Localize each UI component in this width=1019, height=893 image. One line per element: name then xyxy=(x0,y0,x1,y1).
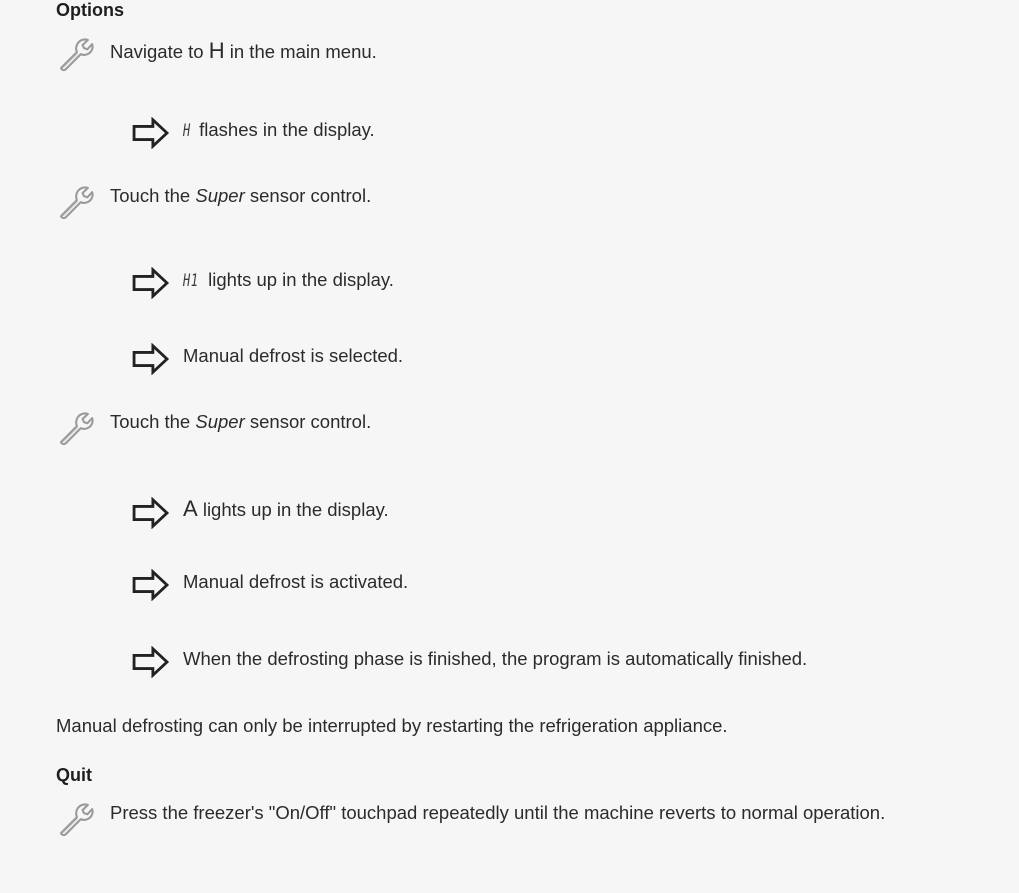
result-defrost-activated: Manual defrost is activated. xyxy=(183,571,409,592)
wrench-icon xyxy=(56,801,94,839)
arrow-right-outline-icon xyxy=(132,646,170,678)
result-program-finished: When the defrosting phase is finished, the program is automatically finished. xyxy=(183,648,808,669)
step-press-onoff: Press the freezer's "On/Off" touchpad repeatedly until the machine reverts to normal operation. xyxy=(110,802,886,823)
result-text-part: flashes in the display. xyxy=(194,119,375,140)
result-text-part: lights up in the display. xyxy=(197,499,389,520)
step-text-part: sensor control. xyxy=(244,411,372,432)
step-navigate xyxy=(110,40,377,63)
defrost-interrupt-note: Manual defrosting can only be interrupted by restarting the refrigeration appliance. xyxy=(56,715,728,736)
result-defrost-selected: Manual defrost is selected. xyxy=(183,345,404,366)
quit-heading: Quit xyxy=(56,765,92,785)
super-sensor-name: Super xyxy=(195,411,245,432)
wrench-icon xyxy=(56,36,94,74)
step-text-part: Touch the xyxy=(110,185,196,206)
arrow-right-outline-icon xyxy=(132,267,170,299)
step-text-part: Navigate to xyxy=(110,41,209,62)
wrench-icon xyxy=(56,184,94,222)
step-text-part: Touch the xyxy=(110,411,196,432)
result-text-part: lights up in the display. xyxy=(203,269,394,290)
display-code-a: A xyxy=(183,496,198,521)
super-sensor-name: Super xyxy=(195,185,245,206)
wrench-icon xyxy=(56,410,94,448)
step-text-part: in the main menu. xyxy=(224,41,377,62)
result-a-lights xyxy=(183,498,389,521)
arrow-right-outline-icon xyxy=(132,497,170,529)
segment-display-code: H1 xyxy=(183,271,199,291)
step-touch-super-1 xyxy=(110,185,371,207)
result-h-flashes xyxy=(183,119,375,142)
result-h1-lights xyxy=(183,269,394,292)
arrow-right-outline-icon xyxy=(132,343,170,375)
options-heading: Options xyxy=(56,0,124,20)
segment-display-code: H xyxy=(183,121,191,141)
arrow-right-outline-icon xyxy=(132,117,170,149)
step-touch-super-2 xyxy=(110,411,371,433)
display-code-h: H xyxy=(208,38,225,63)
arrow-right-outline-icon xyxy=(132,569,170,601)
step-text-part: sensor control. xyxy=(244,185,372,206)
